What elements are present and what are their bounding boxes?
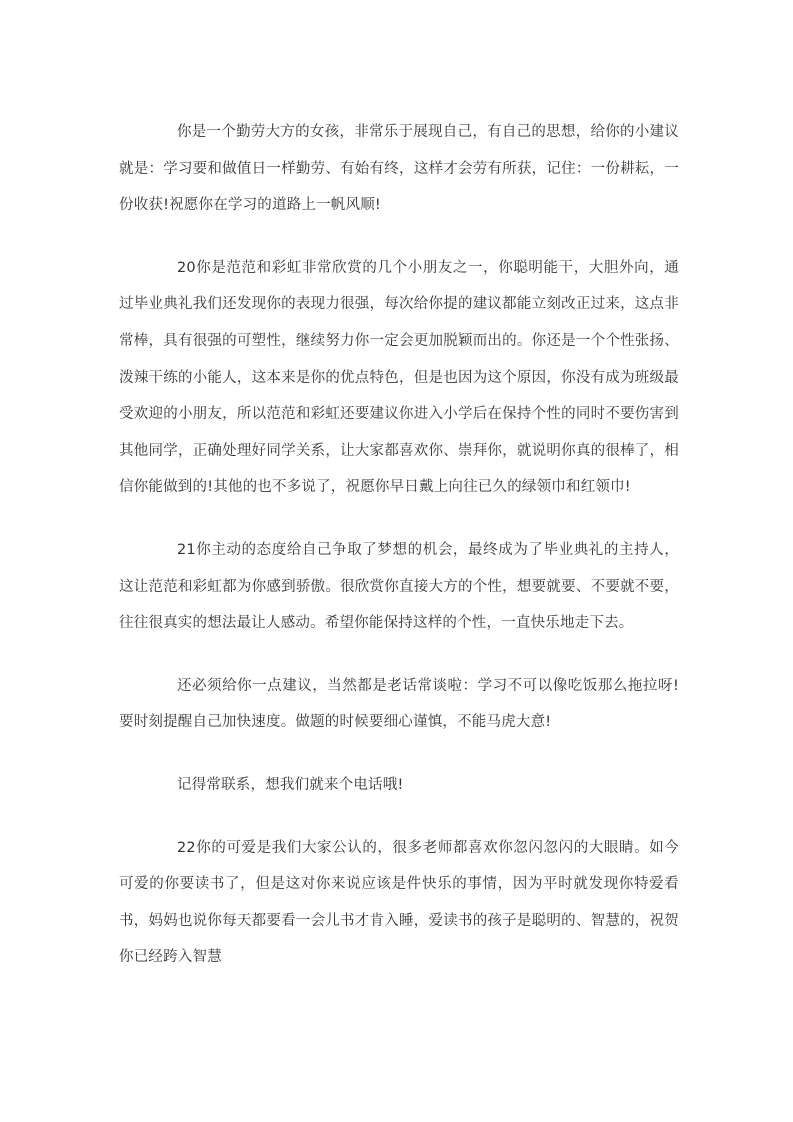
paragraph-1: 你是一个勤劳大方的女孩，非常乐于展现自己，有自己的思想，给你的小建议就是：学习要和做值日一样勤劳、有始有终，这样才会劳有所获，记住：一份耕耘，一份收获!祝愿你在学习的道路上一帆风顺! — [119, 124, 679, 214]
paragraph-3: 21你主动的态度给自己争取了梦想的机会，最终成为了毕业典礼的主持人，这让范范和彩虹都为你感到骄傲。很欣赏你直接大方的个性，想要就要、不要就不要，往往很真实的想法最让人感动。希望你能保持这样的个性，一直快乐地走下去。 — [119, 541, 679, 632]
document-body — [119, 114, 679, 1002]
paragraph-4: 还必须给你一点建议，当然都是老话常谈啦：学习不可以像吃饭那么拖拉呀!要时刻提醒自己加快速度。做题的时候要细心谨慎，不能马虎大意! — [119, 677, 679, 731]
paragraph-6: 22你的可爱是我们大家公认的，很多老师都喜欢你忽闪忽闪的大眼睛。如今可爱的你要读书了，但是这对你来说应该是件快乐的事情，因为平时就发现你特爱看书，妈妈也说你每天都要看一会儿书才肯入睡，爱读书的孩子是聪明的、智慧的，祝贺你已经跨入智慧 — [119, 839, 679, 966]
paragraph-2: 20你是范范和彩虹非常欣赏的几个小朋友之一，你聪明能干，大胆外向，通过毕业典礼我们还发现你的表现力很强，每次给你提的建议都能立刻改正过来，这点非常棒，具有很强的可塑性，继续努力你一定会更加脱颖而出的。你还是一个个性张扬、泼辣干练的小能人，这本来是你的优点特色，但是也因为这个原因，你没有成为班级最受欢迎的小朋友，所以范范和彩虹还要建议你进入小学后在保持个性的同时不要伤害到其他同学，正确处理好同学关系，让大家都喜欢你、崇拜你，就说明你真的很棒了，相信你能做到的!其他的也不多说了，祝愿你早日戴上向往已久的绿领巾和红领巾! — [119, 259, 679, 496]
paragraph-5: 记得常联系，想我们就来个电话哦! — [177, 776, 404, 793]
